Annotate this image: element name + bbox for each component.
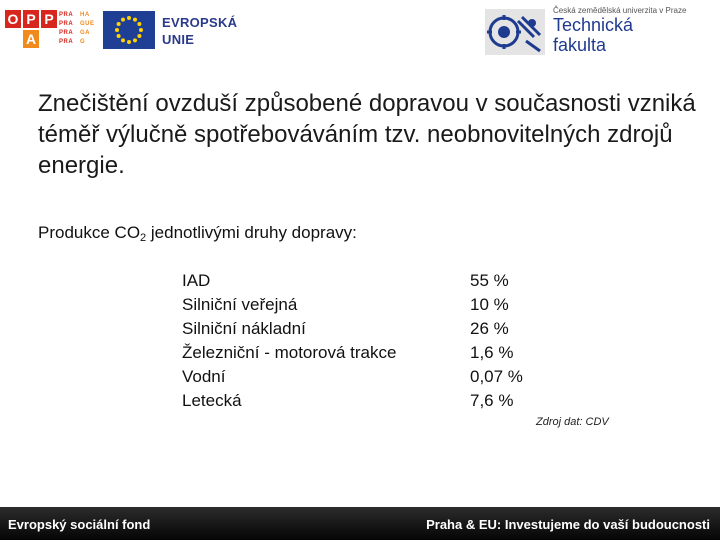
op-prague-adaptability-logo	[5, 10, 97, 50]
eu-label-line: UNIE	[162, 32, 195, 47]
heading-text: jednotlivými druhy dopravy:	[146, 223, 357, 242]
transport-type: Letecká	[182, 391, 242, 410]
faculty-name-line: fakulta	[553, 35, 607, 55]
oppa-word: GA	[80, 30, 90, 36]
university-name: Česká zemědělská univerzita v Praze	[553, 6, 687, 15]
transport-type: Silniční veřejná	[182, 295, 298, 314]
oppa-letter: A	[23, 30, 39, 48]
emission-share: 26 %	[470, 319, 509, 338]
transport-type: IAD	[182, 271, 211, 290]
slide-headline: Znečištění ovzduší způsobené dopravou v současnosti vzniká téměř výlučně spotřebováváním tzv. neobnovitelných zdrojů energie.	[38, 90, 696, 179]
oppa-word: GUE	[80, 21, 95, 27]
oppa-word: PRA	[59, 30, 74, 36]
emission-share: 7,6 %	[470, 391, 514, 410]
faculty-name	[553, 15, 633, 55]
oppa-letter: P	[41, 10, 57, 28]
eu-flag-icon	[103, 11, 155, 49]
emission-share: 55 %	[470, 271, 509, 290]
faculty-name-line: Technická	[553, 15, 634, 35]
oppa-letter: P	[23, 10, 39, 28]
transport-type: Vodní	[182, 367, 226, 386]
technical-faculty-logo	[482, 4, 712, 60]
oppa-blank	[41, 30, 57, 48]
oppa-word: HA	[80, 12, 90, 18]
faculty-emblem-icon	[482, 7, 548, 57]
data-source-note: Zdroj dat: CDV	[536, 416, 609, 428]
heading-subscript: 2	[140, 232, 147, 244]
heading-text: Produkce CO	[38, 223, 141, 242]
table-heading	[38, 223, 357, 244]
oppa-word-grid	[59, 11, 99, 49]
emission-share: 10 %	[470, 295, 509, 314]
footer-right-text: Praha & EU: Investujeme do vaší budoucnosti	[426, 517, 710, 532]
eu-label-line: EVROPSKÁ	[162, 15, 238, 30]
footer-left-text: Evropský sociální fond	[8, 517, 151, 532]
footer-bar	[0, 507, 720, 540]
oppa-letter: O	[5, 10, 21, 28]
emission-share: 0,07 %	[470, 367, 523, 386]
oppa-word: PRA	[59, 39, 74, 45]
emission-share: 1,6 %	[470, 343, 514, 362]
oppa-word: PRA	[59, 12, 74, 18]
eu-label	[162, 14, 242, 48]
oppa-word: G	[80, 39, 86, 45]
transport-type: Silniční nákladní	[182, 319, 306, 338]
oppa-blank	[5, 30, 21, 48]
transport-type: Železniční - motorová trakce	[182, 343, 397, 362]
eu-stars-icon	[103, 11, 155, 49]
oppa-word: PRA	[59, 21, 74, 27]
